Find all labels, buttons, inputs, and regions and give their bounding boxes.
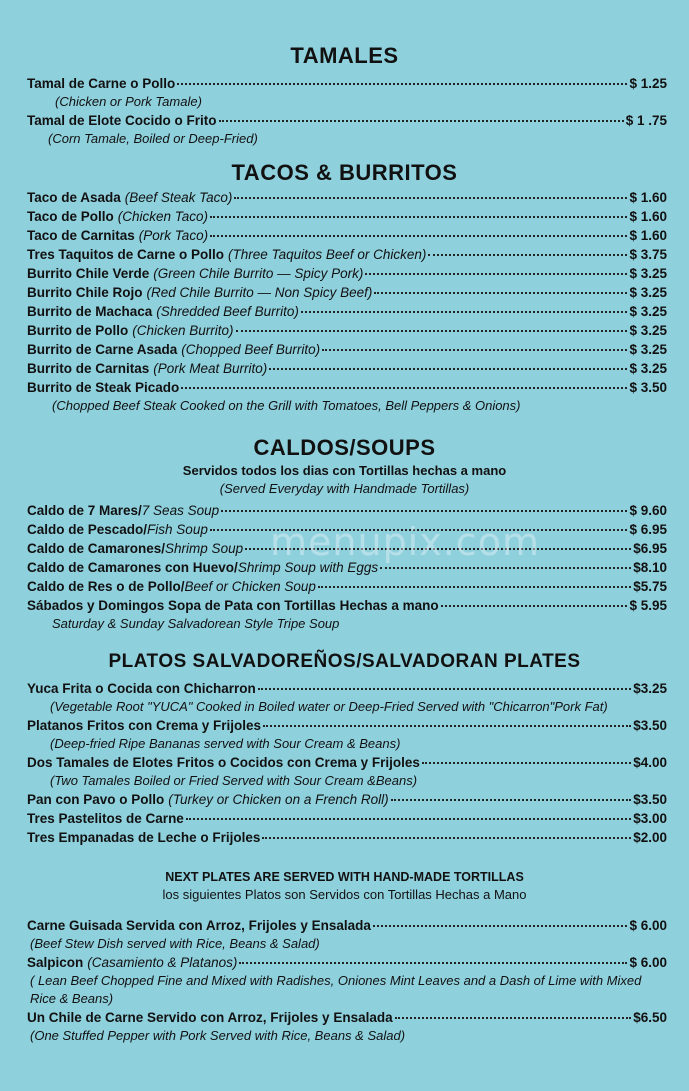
item-name: Burrito de Carnitas (27, 361, 150, 376)
item-price: $2.00 (633, 830, 667, 845)
soups-intro-english: (Served Everyday with Handmade Tortillas) (219, 481, 470, 496)
section-title: TAMALES (290, 43, 399, 68)
item-name: Burrito Chile Rojo (27, 285, 143, 300)
dot-leader (301, 311, 628, 313)
menu-item (0, 302, 689, 321)
item-price: $ 5.95 (629, 598, 667, 613)
section-tacos-burritos (0, 159, 689, 415)
item-price: $ 3.25 (629, 361, 667, 376)
menu-item (0, 283, 689, 302)
item-description: (Chicken Burrito) (132, 323, 234, 338)
section-salvadoran-plates (0, 650, 689, 847)
item-price: $ 1.60 (629, 190, 667, 205)
tortilla-note-spanish: los siguientes Platos son Servidos con Tortillas Hechas a Mano (162, 887, 527, 902)
menu-item (0, 790, 689, 809)
item-price: $ 9.60 (629, 503, 667, 518)
item-description: 7 Seas Soup (141, 503, 220, 518)
item-translation: ( Lean Beef Chopped Fine and Mixed with Radishes, Oniones Mint Leaves and a Dash of Lime with Mixed Rice & Beans) (30, 973, 642, 1006)
tacos-list (0, 188, 689, 397)
dot-leader (422, 762, 631, 764)
dot-leader (219, 120, 624, 122)
item-price: $ 3.25 (629, 285, 667, 300)
item-price: $ 1.60 (629, 209, 667, 224)
tortilla-note (0, 868, 689, 904)
item-name: Platanos Fritos con Crema y Frijoles (27, 718, 262, 733)
item-name: Tres Taquitos de Carne o Pollo (27, 247, 225, 262)
dot-leader (391, 799, 632, 801)
menu-item (0, 501, 689, 520)
menu-item (0, 264, 689, 283)
item-description: Shrimp Soup with Eggs (237, 560, 379, 575)
item-price: $6.50 (633, 1010, 667, 1025)
menu-item (0, 753, 689, 772)
item-description: (Shredded Beef Burrito) (156, 304, 299, 319)
item-price: $ 1.60 (629, 228, 667, 243)
dot-leader (221, 510, 627, 512)
item-name: Carne Guisada Servida con Arroz, Frijoles y Ensalada (27, 918, 371, 933)
section-title: TACOS & BURRITOS (231, 160, 458, 185)
dot-leader (263, 725, 631, 727)
item-description: (Three Taquitos Beef or Chicken) (228, 247, 427, 262)
dot-leader (210, 235, 627, 237)
dot-leader (262, 837, 631, 839)
item-name: Burrito de Pollo (27, 323, 129, 338)
dot-leader (236, 330, 628, 332)
menu-item (0, 828, 689, 847)
tortilla-plates-list (0, 916, 689, 1045)
item-name: Caldo de Camarones/ (27, 541, 166, 556)
item-price: $6.95 (633, 541, 667, 556)
soups-intro-spanish: Servidos todos los dias con Tortillas hechas a mano (182, 463, 507, 478)
item-translation: (Vegetable Root "YUCA" Cooked in Boiled water or Deep-Fried Served with "Chicarron"Pork Fat) (50, 699, 608, 714)
watermark: menupix.com (270, 520, 540, 564)
section-tortilla-plates (0, 916, 689, 1045)
item-name: Caldo de Pescado/ (27, 522, 148, 537)
item-name: Salpicon (27, 955, 84, 970)
item-name: Caldo de Camarones con Huevo/ (27, 560, 238, 575)
dot-leader (380, 567, 631, 569)
item-name: Caldo de Res o de Pollo/ (27, 579, 185, 594)
item-price: $ 3.50 (629, 380, 667, 395)
dot-leader (395, 1017, 632, 1019)
item-name: Un Chile de Carne Servido con Arroz, Frijoles y Ensalada (27, 1010, 393, 1025)
item-translation: (Corn Tamale, Boiled or Deep-Fried) (48, 131, 258, 146)
tortilla-note-english: NEXT PLATES ARE SERVED WITH HAND-MADE TORTILLAS (165, 870, 524, 884)
menu-item (0, 716, 689, 735)
item-description: (Chopped Beef Burrito) (181, 342, 321, 357)
menu-item (0, 916, 689, 935)
item-name: Tamal de Carne o Pollo (27, 76, 176, 91)
item-price: $ 3.25 (629, 266, 667, 281)
menu-item (0, 207, 689, 226)
item-name: Burrito de Carne Asada (27, 342, 178, 357)
item-name: Caldo de 7 Mares/ (27, 503, 142, 518)
menu-item (0, 359, 689, 378)
dot-leader (177, 83, 627, 85)
dot-leader (441, 605, 628, 607)
item-description: Fish Soup (147, 522, 208, 537)
dot-leader (373, 925, 628, 927)
menu-item (0, 226, 689, 245)
item-name: Taco de Asada (27, 190, 121, 205)
item-name: Pan con Pavo o Pollo (27, 792, 165, 807)
item-price: $4.00 (633, 755, 667, 770)
item-description: (Red Chile Burrito — Non Spicy Beef) (146, 285, 373, 300)
item-name: Taco de Carnitas (27, 228, 135, 243)
dot-leader (181, 387, 627, 389)
item-note: Saturday & Sunday Salvadorean Style Tripe Soup (52, 616, 340, 631)
item-note: (Chopped Beef Steak Cooked on the Grill with Tomatoes, Bell Peppers & Onions) (52, 398, 521, 413)
item-name: Dos Tamales de Elotes Fritos o Cocidos con Crema y Frijoles (27, 755, 420, 770)
item-translation: (Beef Stew Dish served with Rice, Beans & Salad) (30, 936, 320, 951)
item-name: Burrito de Steak Picado (27, 380, 180, 395)
item-price: $8.10 (633, 560, 667, 575)
item-description: (Chicken Taco) (117, 209, 209, 224)
item-price: $ 3.25 (629, 342, 667, 357)
menu-item (0, 1008, 689, 1027)
item-description: (Green Chile Burrito — Spicy Pork) (153, 266, 364, 281)
item-price: $3.50 (633, 792, 667, 807)
item-price: $ 3.75 (629, 247, 667, 262)
menu-item (0, 809, 689, 828)
menu-item (0, 111, 689, 130)
item-name: Tres Pastelitos de Carne (27, 811, 184, 826)
dot-leader (428, 254, 627, 256)
menu-item (0, 188, 689, 207)
dot-leader (374, 292, 627, 294)
menu-item (0, 245, 689, 264)
menu-item (0, 953, 689, 972)
item-price: $ 6.00 (629, 918, 667, 933)
menu-item (0, 321, 689, 340)
item-price: $ 1.25 (629, 76, 667, 91)
item-translation: (One Stuffed Pepper with Pork Served with Rice, Beans & Salad) (30, 1028, 406, 1043)
section-title: CALDOS/SOUPS (253, 435, 436, 460)
item-translation: (Two Tamales Boiled or Fried Served with Sour Cream &Beans) (50, 773, 418, 788)
plates-list (0, 679, 689, 847)
item-description: Shrimp Soup (165, 541, 244, 556)
item-price: $5.75 (633, 579, 667, 594)
item-name: Yuca Frita o Cocida con Chicharron (27, 681, 256, 696)
dot-leader (258, 688, 631, 690)
section-tamales (0, 42, 689, 148)
item-description: (Pork Meat Burrito) (153, 361, 268, 376)
item-description: (Beef Steak Taco) (124, 190, 233, 205)
item-price: $ 3.25 (629, 304, 667, 319)
menu-item (0, 74, 689, 93)
item-price: $ 1 .75 (625, 113, 667, 128)
dot-leader (269, 368, 627, 370)
menu-item (0, 340, 689, 359)
item-description: Beef or Chicken Soup (184, 579, 316, 594)
item-price: $3.00 (633, 811, 667, 826)
section-title: PLATOS SALVADOREÑOS/SALVADORAN PLATES (108, 651, 581, 672)
dot-leader (318, 586, 631, 588)
menu-item (0, 577, 689, 596)
dot-leader (239, 962, 627, 964)
item-price: $ 6.00 (629, 955, 667, 970)
item-price: $ 6.95 (629, 522, 667, 537)
item-translation: (Deep-fried Ripe Bananas served with Sour Cream & Beans) (50, 736, 401, 751)
dot-leader (234, 197, 627, 199)
dot-leader (365, 273, 627, 275)
dot-leader (210, 216, 627, 218)
item-price: $3.50 (633, 718, 667, 733)
item-description: (Turkey or Chicken on a French Roll) (168, 792, 389, 807)
menu-item (0, 378, 689, 397)
item-translation: (Chicken or Pork Tamale) (55, 94, 202, 109)
item-description: (Casamiento & Platanos) (87, 955, 238, 970)
item-name: Sábados y Domingos Sopa de Pata con Tortillas Hechas a mano (27, 598, 439, 613)
item-name: Tamal de Elote Cocido o Frito (27, 113, 217, 128)
dot-leader (322, 349, 627, 351)
item-price: $ 3.25 (629, 323, 667, 338)
item-name: Burrito de Machaca (27, 304, 153, 319)
item-name: Taco de Pollo (27, 209, 114, 224)
item-price: $3.25 (633, 681, 667, 696)
item-description: (Pork Taco) (138, 228, 209, 243)
dot-leader (186, 818, 631, 820)
menu-item (0, 679, 689, 698)
item-name: Burrito Chile Verde (27, 266, 150, 281)
item-name: Tres Empanadas de Leche o Frijoles (27, 830, 261, 845)
menu-item (0, 596, 689, 615)
